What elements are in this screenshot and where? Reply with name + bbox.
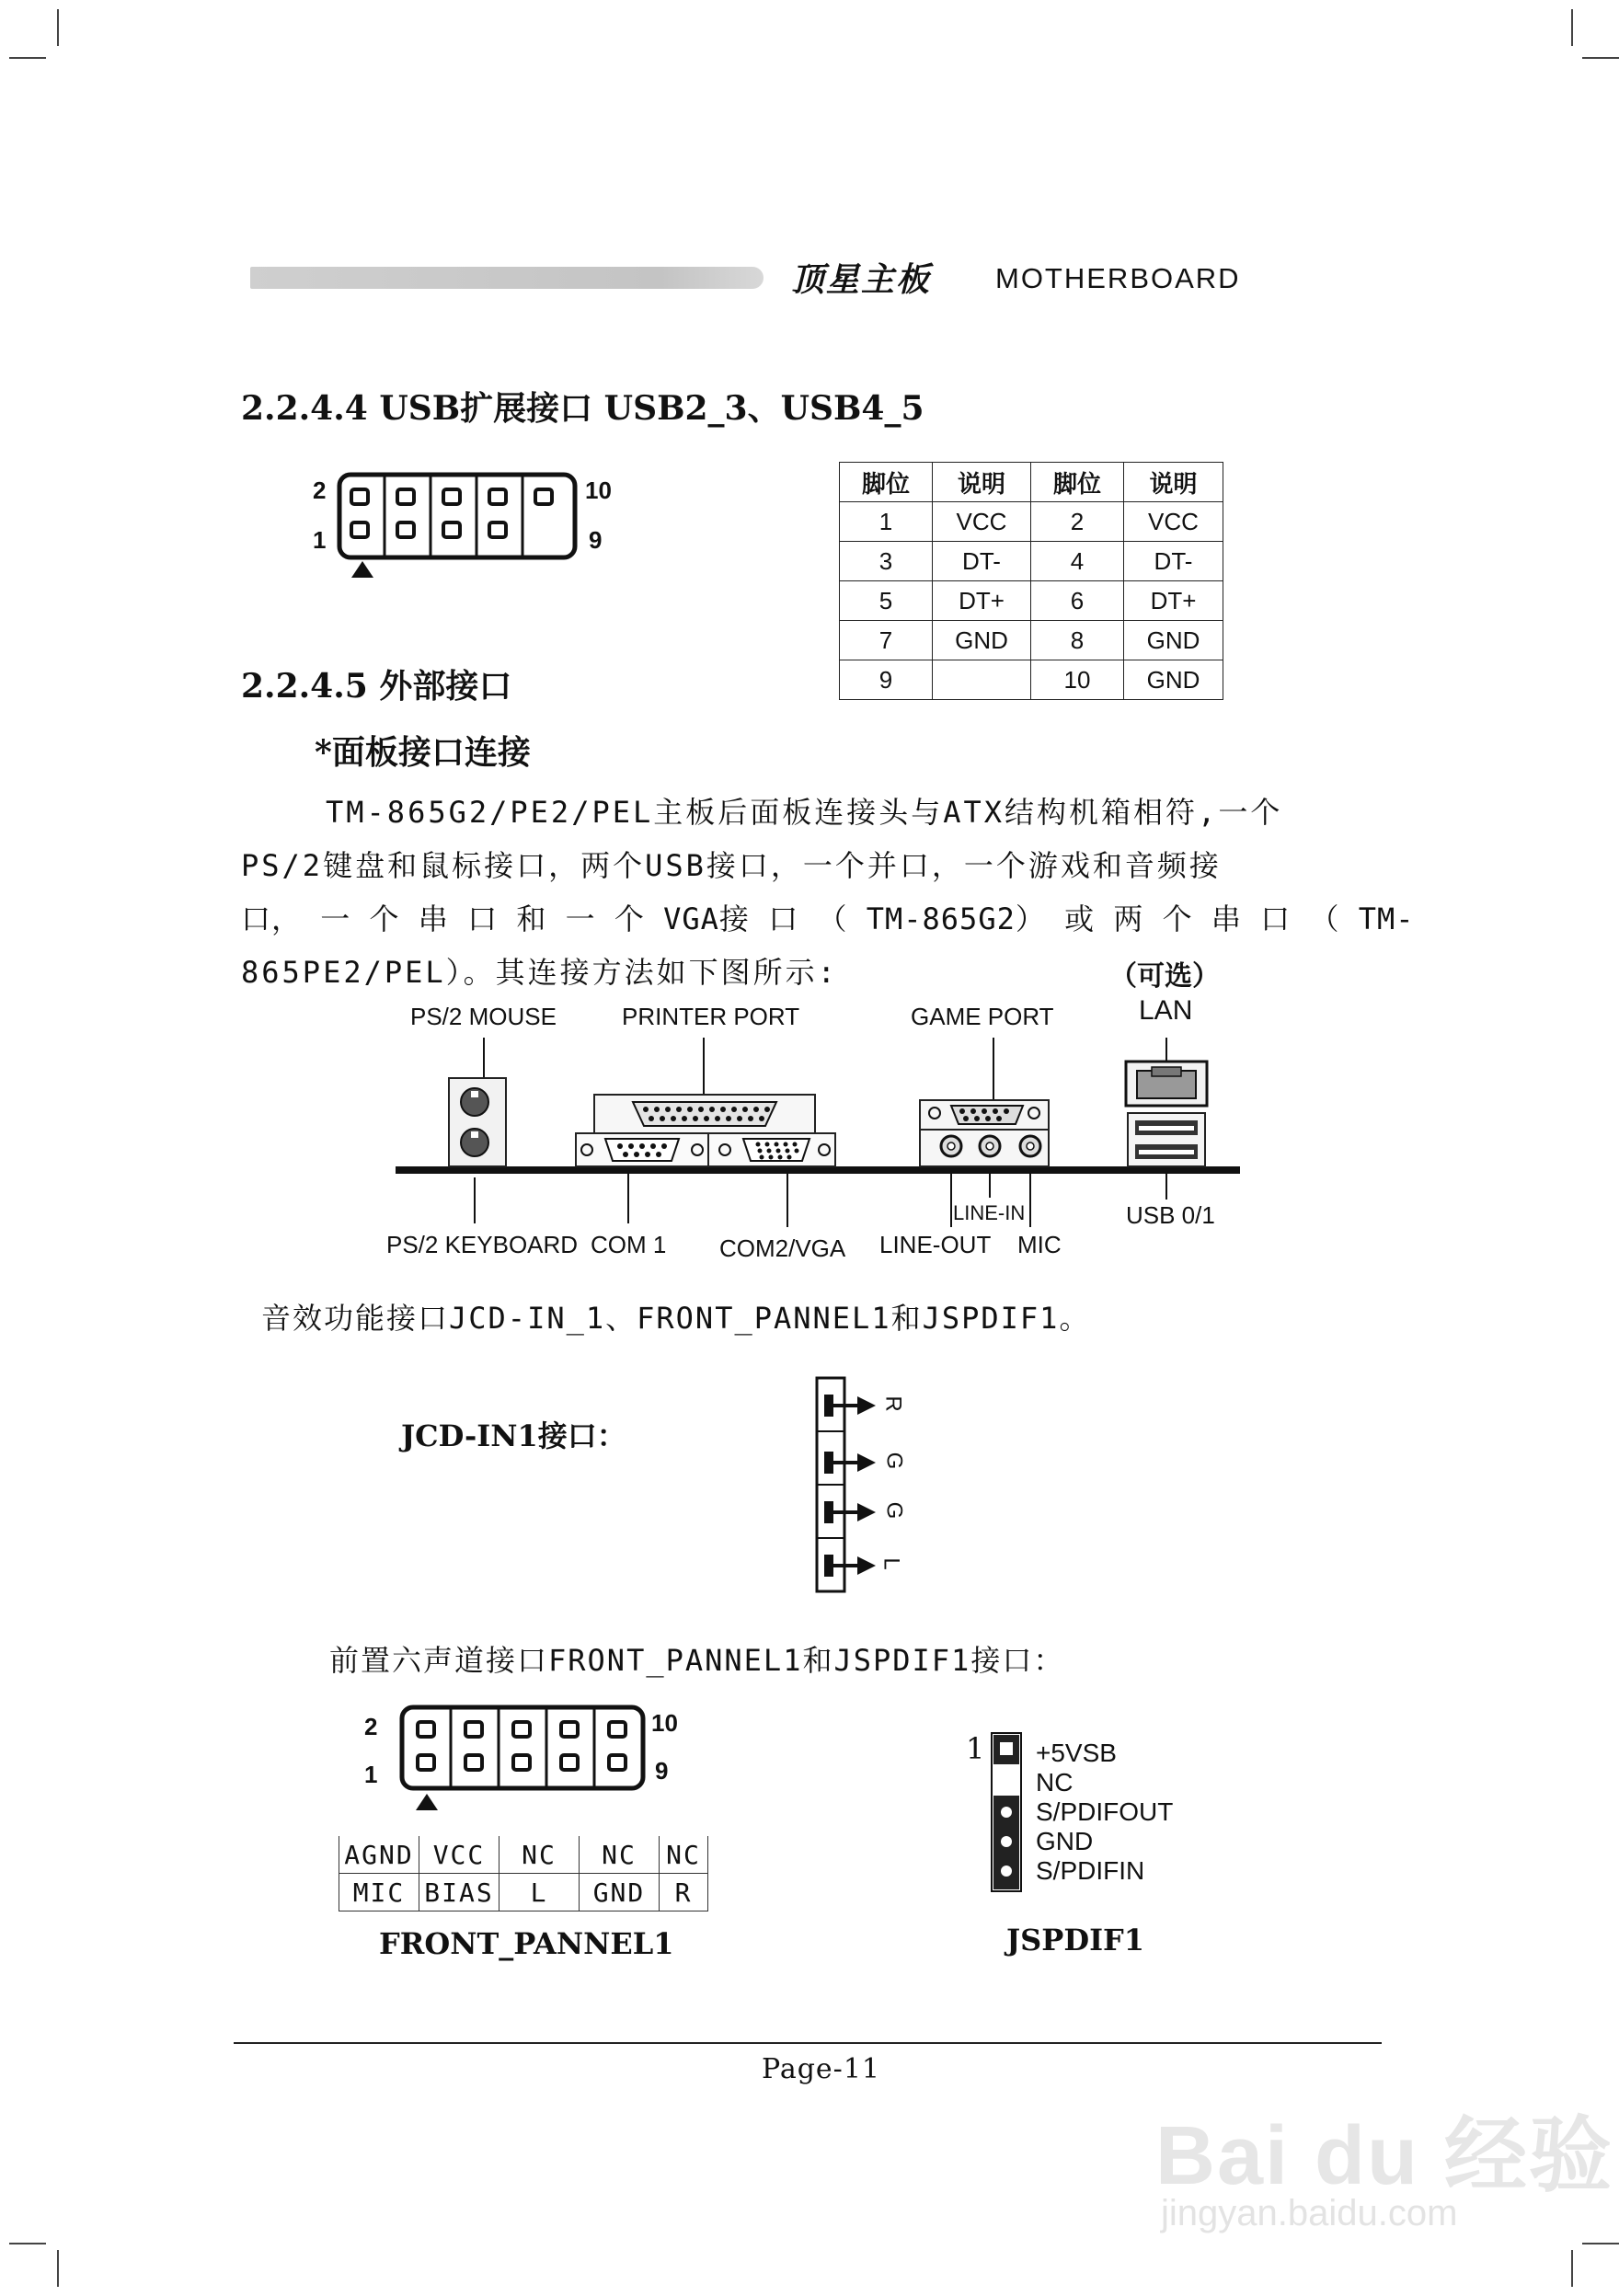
- table-cell: VCC: [419, 1836, 499, 1874]
- table-cell: 8: [1031, 621, 1124, 660]
- table-cell: NC: [660, 1836, 708, 1874]
- jspdif-signal-5vsb: +5VSB: [1036, 1739, 1117, 1767]
- crop-mark-bl-v: [57, 2250, 59, 2287]
- crop-mark-tl-v: [57, 9, 59, 46]
- table-cell: DT+: [1124, 581, 1223, 621]
- label-ps2-mouse: PS/2 MOUSE: [410, 1003, 557, 1030]
- table-cell: [933, 660, 1031, 700]
- table-cell: DT-: [933, 542, 1031, 581]
- front-panel-table: [339, 1836, 708, 1911]
- brand-name-en: MOTHERBOARD: [995, 262, 1241, 294]
- front-pin-label-9: 9: [655, 1757, 669, 1785]
- front-panel-intro: 前置六声道接口FRONT_PANNEL1和JSPDIF1接口：: [329, 1643, 1065, 1678]
- label-usb01: USB 0/1: [1126, 1201, 1215, 1229]
- table-row: [339, 1874, 708, 1911]
- table-header: 脚位: [840, 463, 933, 502]
- table-cell: 5: [840, 581, 933, 621]
- table-header: 说明: [933, 463, 1031, 502]
- crop-mark-tr-v: [1571, 9, 1573, 46]
- label-lan: LAN: [1139, 995, 1193, 1026]
- table-cell: DT-: [1124, 542, 1223, 581]
- jcd-pin-label-r: R: [880, 1395, 906, 1412]
- brand-name-cn: 顶星主板: [791, 260, 932, 298]
- crop-mark-tr-h: [1582, 57, 1619, 59]
- watermark-url: jingyan.baidu.com: [1161, 2193, 1458, 2233]
- header-bar: [250, 267, 764, 289]
- table-row: [840, 542, 1223, 581]
- table-cell: L: [499, 1874, 580, 1911]
- table-row: [840, 621, 1223, 660]
- label-line-in: LINE-IN: [953, 1201, 1026, 1224]
- jcd-pin-label-g1: G: [881, 1452, 907, 1470]
- label-com1: COM 1: [591, 1231, 667, 1258]
- front-panel-pin-diagram: [399, 1704, 648, 1812]
- table-header: 脚位: [1031, 463, 1124, 502]
- table-cell: R: [660, 1874, 708, 1911]
- jcd-in1-label: JCD-IN1接口：: [401, 1418, 626, 1453]
- crop-mark-tl-h: [9, 57, 46, 59]
- table-cell: 3: [840, 542, 933, 581]
- jspdif-pin-diagram: [988, 1729, 1025, 1897]
- optional-note: （可选）: [1109, 960, 1220, 993]
- table-cell: AGND: [339, 1836, 419, 1874]
- usb-pin-label-2: 2: [313, 476, 327, 504]
- table-cell: 9: [840, 660, 933, 700]
- crop-mark-br-v: [1571, 2250, 1573, 2287]
- usb-pinout-table: [839, 462, 1223, 700]
- usb-section-title: 2.2.4.4 USB扩展接口 USB2_3、USB4_5: [241, 389, 924, 428]
- label-printer-port: PRINTER PORT: [622, 1003, 800, 1030]
- jspdif-pin1-label: 1: [966, 1731, 985, 1766]
- table-cell: 1: [840, 502, 933, 542]
- table-row: [840, 581, 1223, 621]
- jcd-pin-arrow-g2: [824, 1501, 876, 1523]
- table-cell: MIC: [339, 1874, 419, 1911]
- table-row: [339, 1836, 708, 1874]
- jspdif-signal-spdifout: S/PDIFOUT: [1036, 1797, 1174, 1826]
- table-header: 说明: [1124, 463, 1223, 502]
- table-cell: GND: [1124, 660, 1223, 700]
- page-number: Page-11: [762, 2053, 880, 2085]
- table-cell: GND: [933, 621, 1031, 660]
- table-row: [840, 502, 1223, 542]
- front-pin-label-1: 1: [364, 1761, 378, 1788]
- table-cell: 7: [840, 621, 933, 660]
- usb-pin-label-9: 9: [589, 526, 603, 554]
- table-cell: GND: [1124, 621, 1223, 660]
- jspdif-signal-nc: NC: [1036, 1768, 1074, 1797]
- panel-subtitle: *面板接口连接: [315, 733, 531, 772]
- front-panel-caption: FRONT_PANNEL1: [379, 1926, 674, 1961]
- audio-intro: 音效功能接口JCD-IN_1、FRONT_PANNEL1和JSPDIF1。: [261, 1301, 1091, 1336]
- table-cell: 10: [1031, 660, 1124, 700]
- rear-panel-diagram: [386, 1030, 1242, 1233]
- crop-mark-bl-h: [9, 2243, 46, 2244]
- jcd-pin-arrow-g1: [824, 1452, 876, 1474]
- label-com2-vga: COM2/VGA: [719, 1234, 846, 1262]
- table-cell: VCC: [933, 502, 1031, 542]
- table-cell: NC: [499, 1836, 580, 1874]
- jcd-pin-label-g2: G: [881, 1501, 907, 1520]
- table-cell: VCC: [1124, 502, 1223, 542]
- label-game-port: GAME PORT: [911, 1003, 1054, 1030]
- jspdif-signal-gnd: GND: [1036, 1827, 1094, 1855]
- paragraph-line-4: 865PE2/PEL）。其连接方法如下图所示:: [241, 955, 838, 990]
- external-section-title: 2.2.4.5 外部接口: [241, 667, 512, 706]
- ps2-port-block: [449, 1078, 506, 1166]
- jspdif-caption: JSPDIF1: [1006, 1923, 1145, 1957]
- table-cell: 6: [1031, 581, 1124, 621]
- table-cell: NC: [580, 1836, 660, 1874]
- jspdif-signal-spdifin: S/PDIFIN: [1036, 1856, 1145, 1885]
- table-cell: BIAS: [419, 1874, 499, 1911]
- paragraph-line-3: 口， 一 个 串 口 和 一 个 VGA接 口 （ TM-865G2） 或 两 个 串 口 （ TM-: [241, 901, 1415, 936]
- usb-pin-label-1: 1: [313, 526, 327, 554]
- table-cell: 4: [1031, 542, 1124, 581]
- table-cell: 2: [1031, 502, 1124, 542]
- usb-pin-label-10: 10: [585, 476, 612, 504]
- front-pin-label-2: 2: [364, 1713, 378, 1740]
- watermark-logo: Bai du 经验: [1155, 2110, 1614, 2202]
- label-line-out: LINE-OUT: [879, 1231, 992, 1258]
- jcd-pin-arrow-r: [824, 1395, 876, 1417]
- label-mic: MIC: [1017, 1231, 1062, 1258]
- paragraph-line-1: TM-865G2/PE2/PEL主板后面板连接头与ATX结构机箱相符,一个: [326, 795, 1283, 830]
- paragraph-line-2: PS/2键盘和鼠标接口，两个USB接口，一个并口，一个游戏和音频接: [241, 848, 1222, 883]
- jcd-pin-arrow-l: [824, 1555, 876, 1577]
- table-row: [840, 660, 1223, 700]
- label-ps2-keyboard: PS/2 KEYBOARD: [386, 1231, 579, 1258]
- front-pin-label-10: 10: [651, 1709, 678, 1737]
- footer-rule: [234, 2042, 1382, 2044]
- jcd-pin-label-l: L: [878, 1557, 904, 1570]
- usb-header-pin-diagram: [337, 469, 580, 580]
- table-cell: GND: [580, 1874, 660, 1911]
- crop-mark-br-h: [1582, 2243, 1619, 2244]
- table-cell: DT+: [933, 581, 1031, 621]
